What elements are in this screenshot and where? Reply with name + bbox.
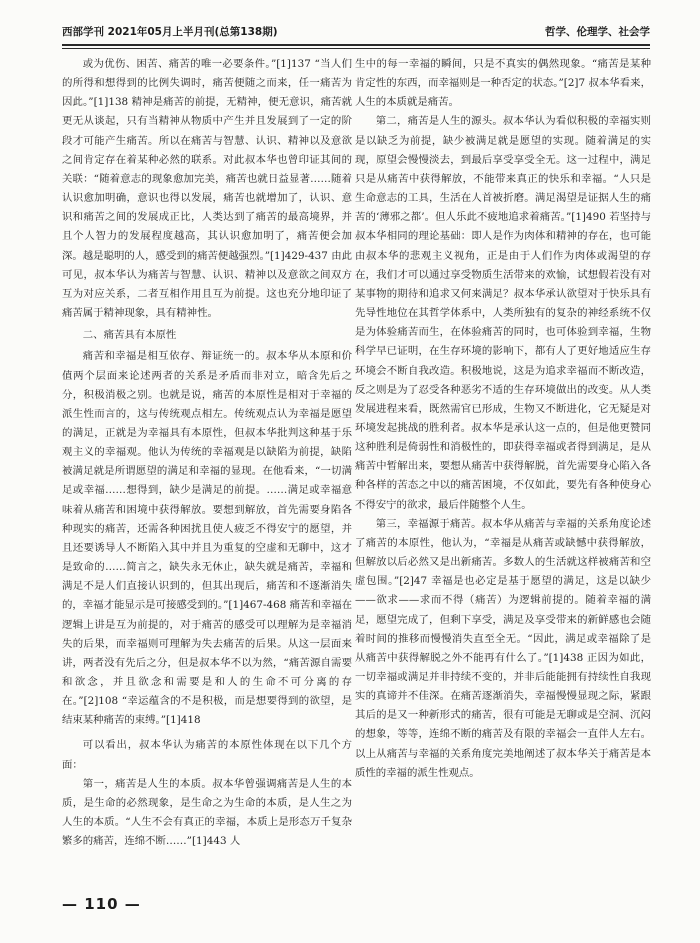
left-text-column	[62, 55, 352, 851]
paragraph: 第二，痛苦是人生的源头。叔本华认为看似积极的幸福实则是以缺乏为前提，缺少被满足就是愿望的实现。随着满足的实现，原望会慢慢淡去，到最后享受享受全无。这一过程中，满足只是从痛苦中获得解放，不能带来真正的快乐和幸福。“人只是生命意志的工具，生活在人首被折磨。满足渴望是证据人生的痛苦的‘薄邪之都’。但人乐此不疲地追求着痛苦。”[1]490 若坚持与叔本华相同的理论基础：即人是作为肉体和精神的存在，也可能由叔本华的悲观主义视角，正是由于人们作为肉体或渴望的存在，我们才可以通过享受物质生活带来的欢愉，试想假若没有对某事物的期待和追求又何来满足？叔本华承认欲望对于快乐具有先导性地位在其哲学体系中，人类所独有的复杂的神经系统不仅是为体验痛苦而生，在体验痛苦的同时，也可体验到幸福，生物科学早已证明，在生存环境的影响下，都有人了更好地适应生存环境会不断自我改造。积极地说，这是为追求幸福而不断改造，反之则是为了忍受各种恶劣不适的生存环境做出的改变。从人类发展进程来看，既然需官已形成，生物又不断进化，它无疑是对环境发起挑战的胜利者。叔本华是承认这一点的，但是他更赞同这种胜利是倚弱性和消极性的，即获得幸福或者得到满足，是从痛苦中暂解出来，要想从痛苦中获得解脱，首先需要身心陷入各种各样的苦态之中以的痛苦困境，不仅如此，要先有各种使身心不得安宁的欲求，最后伴随整个人生。	[355, 115, 651, 511]
header-rule-thin	[62, 48, 650, 49]
page-number: — 110 —	[62, 895, 141, 913]
paragraph: 第三，幸福源于痛苦。叔本华从痛苦与幸福的关系角度论述了痛苦的本原性，他认为，“幸福是从痛苦或缺憾中获得解放，但解放以后必然又是出新痛苦。多数人的生活就这样被痛苦和空虚包围。”[2]47 幸福是也必定是基于愿望的满足，这是以缺少——欲求——求而不得（痛苦）为逻辑前提的。随着幸福的满足，愿望完成了，但剩下享受，满足及享受带来的新鲜感也会随着时间的推移而慢慢消失直至全无。“因此，满足或幸福除了是从痛苦中获得解脱之外不能再有什么了。”[1]438 正因为如此，一切幸福或满足并非持续不变的，并非后能能拥有持续性自我现实的真谛并不佳深。在痛苦逐渐消失，幸福慢慢显现之际，紧跟其后的是又一种新形式的痛苦，很有可能是无聊或是空洞、沉闷的想象，等等，连绵不断的痛苦及有限的幸福会一直伴人左右。以上从痛苦与幸福的关系角度完美地阐述了叔本华关于痛苦是本质性的幸福的派生性观点。	[355, 517, 651, 779]
running-header	[62, 20, 650, 42]
paragraph: 痛苦和幸福是相互依存、辩证统一的。叔本华从本原和价值两个层面来论述两者的关系是矛盾而非对立，暗含先后之分，积极消极之别。也就是说，痛苦的本原性是相对于幸福的派生性而言的，这与传统观点相左。传统观点认为幸福是愿望的满足，正就是为幸福具有本原性，但叔本华批判这种基于乐观主义的幸福观。他认为传统的幸福观是以缺陷为前提，缺陷被满足就是所谓愿望的满足和幸福的显现。在他看来，“一切满足或幸福……想得到，缺少是满足的前提。……满足或幸福意味着从痛苦和困境中获得解放。要想到解放，首先需要身陷各种现实的痛苦，还需各种困扰且使人疲乏不得安宁的愿望，并且还要诱导人不断陷入其中并且为重复的空虚和无聊中，这才是致命的……简言之，缺失永无休止，缺失就是痛苦，幸福和满足不是人们直接认识到的，但其出现后，痛苦和不逐渐消失的，幸福才能显示是可接感受到的。”[1]467-468 痛苦和幸福在逻辑上讲是互为前提的，对于痛苦的感受可以理解为是幸福消失的后果，而幸福则可理解为失去痛苦的后果。从这一层面来讲，两者没有先后之分，但是叔本华不以为然，“痛苦源自需要和欲念，并且欲念和需要是和人的生命不可分离的存在。”[2]108 “幸运蕴含的不是积极，而是想要得到的欲望，是结束某种痛苦的束缚。”[1]418	[62, 350, 352, 727]
section-label: 哲学、伦理学、社会学	[545, 25, 650, 38]
paragraph: 生中的每一幸福的瞬间，只是不真实的偶然现象。“痛苦是某种肯定性的东西，而幸福则是一种否定的状态。”[2]7 叔本华看来，人生的本质就是痛苦。	[355, 58, 651, 109]
paragraph: 第一，痛苦是人生的本质。叔本华曾强调痛苦是人生的本质，是生命的必然现象，是生命之为生命的本质，是人生之为人生的本质。“人生不会有真正的幸福，本质上是形态万千复杂繁多的痛苦，连绵不断……”[1]443 人	[62, 777, 352, 848]
section-heading: 二、痛苦具有本原性	[82, 329, 177, 342]
right-text-column	[355, 55, 651, 783]
paragraph: 或为优伤、困苦、痛苦的唯一必要条件。”[1]137 “当人们的所得和想得到的比例失调时，痛苦便随之而来，任一痛苦为因此。”[1]138 精神是痛苦的前提，无精神，便无意识，痛苦就更无从谈起，只有当精神从物质中产生并且发展到了一定的阶段才可能产生痛苦。所以在痛苦与智慧、认识、精神以及意欲之间肯定存在着某种必然的联系。对此叔本华也曾印证其间的关联：“随着意志的现象愈加完美，痛苦也就日益显著……随着认识愈加明确，意识也得以发展，痛苦也就增加了，认识、意识和痛苦之间的发展成正比，人类达到了痛苦的最高境界，并且个人智力的发展程度越高，其认识愈加明了，痛苦便会加深。越是聪明的人，感受到的痛苦便越强烈。”[1]429-437 由此可见，叔本华认为痛苦与智慧、认识、精神以及意欲之间双方互为对应关系，二者互相作用且互为前提。这也充分地印证了痛苦属于精神现象，具有精神性。	[62, 58, 352, 320]
header-rule-thick	[62, 44, 650, 46]
journal-issue-label: 西部学刊 2021年05月上半月刊(总第138期)	[62, 25, 278, 38]
paragraph: 可以看出，叔本华认为痛苦的本原性体现在以下几个方面：	[62, 739, 352, 771]
